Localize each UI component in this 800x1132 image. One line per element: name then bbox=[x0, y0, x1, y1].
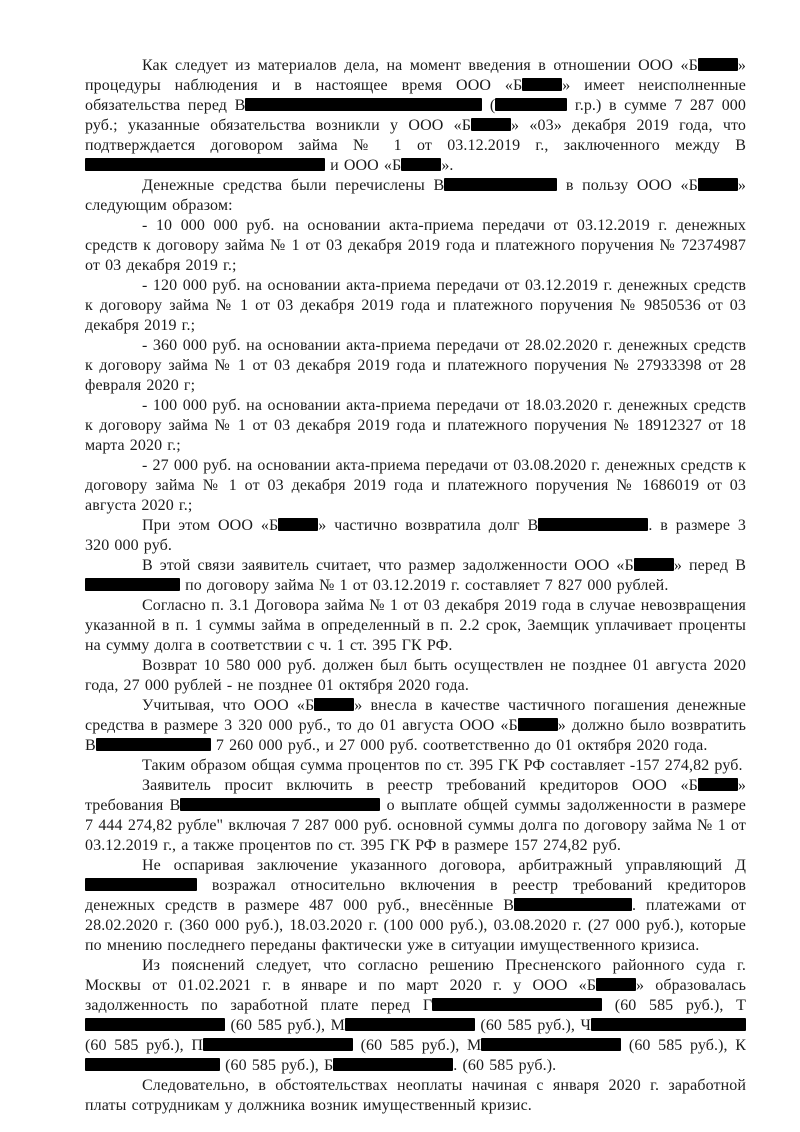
redaction-bar bbox=[85, 1018, 225, 1031]
paragraph: Не оспаривая заключение указанного договора, арбитражный управляющий Д возражал относительно включения в реестр требований кредиторов денежных средств в размере 487 000 руб., внесённые В . платежами от 28.02.2020 г. (360 000 руб.), 18.03.2020 г. (100 000 руб.), 03.08.2020 г. (27 000 руб.), которые по мнению последнего переданы фактически уже в ситуации имущественного кризиса. bbox=[85, 857, 746, 954]
redaction-bar bbox=[538, 518, 648, 531]
paragraph: - 360 000 руб. на основании акта-приема передачи от 28.02.2020 г. денежных средств к договору займа № 1 от 03 декабря 2019 года и платежного поручения № 27933398 от 28 февраля 2020 г; bbox=[85, 337, 746, 394]
paragraph: - 27 000 руб. на основании акта-приема передачи от 03.08.2020 г. денежных средств к договору займа № 1 от 03 декабря 2019 года и платежного поручения № 1686019 от 03 августа 2020 г.; bbox=[85, 457, 746, 514]
paragraph: - 10 000 000 руб. на основании акта-приема передачи от 03.12.2019 г. денежных средств к договору займа № 1 от 03 декабря 2019 года и платежного поручения № 72374987 от 03 декабря 2019 г.; bbox=[85, 217, 746, 274]
redaction-bar bbox=[698, 178, 738, 191]
paragraph: Денежные средства были перечислены В в пользу ООО «Б » следующим образом: bbox=[85, 177, 746, 214]
redaction-bar bbox=[522, 78, 562, 91]
paragraph: Учитывая, что ООО «Б » внесла в качестве частичного погашения денежные средства в размере 3 320 000 руб., то до 01 августа ООО «Б » должно было возвратить В 7 260 000 руб., и 27 000 руб. соответственно до 01 октября 2020 года. bbox=[85, 697, 746, 754]
redaction-bar bbox=[401, 158, 441, 171]
paragraph: Как следует из материалов дела, на момент введения в отношении ООО «Б » процедуры наблюдения и в настоящее время ООО «Б » имеет неисполненные обязательства перед В ( г.р.) в сумме 7 287 000 руб.; указанные обязательства возникли у ООО «Б » «03» декабря 2019 года, что подтверждается договором займа № 1 от 03.12.2019 г., заключенного между В и ООО «Б ». bbox=[85, 57, 746, 174]
redaction-bar bbox=[698, 58, 738, 71]
redaction-bar bbox=[314, 698, 354, 711]
redaction-bar bbox=[698, 778, 738, 791]
redaction-bar bbox=[245, 98, 482, 111]
redaction-bar bbox=[96, 738, 211, 751]
redaction-bar bbox=[278, 518, 318, 531]
redaction-bar bbox=[518, 718, 558, 731]
paragraph: Таким образом общая сумма процентов по ст. 395 ГК РФ составляет -157 274,82 руб. bbox=[142, 757, 743, 774]
paragraph: При этом ООО «Б » частично возвратила долг В . в размере 3 320 000 руб. bbox=[85, 517, 746, 554]
paragraph: - 120 000 руб. на основании акта-приема передачи от 03.12.2019 г. денежных средств к договору займа № 1 от 03 декабря 2019 года и платежного поручения № 9850536 от 03 декабря 2019 г.; bbox=[85, 277, 746, 334]
redaction-bar bbox=[596, 978, 636, 991]
paragraph: Возврат 10 580 000 руб. должен был быть осуществлен не позднее 01 августа 2020 года, 27 000 рублей - не позднее 01 октября 2020 года. bbox=[85, 657, 746, 694]
redaction-bar bbox=[444, 178, 557, 191]
redaction-bar bbox=[495, 98, 567, 111]
paragraph: - 100 000 руб. на основании акта-приема передачи от 18.03.2020 г. денежных средств к договору займа № 1 от 03 декабря 2019 года и платежного поручения № 18912327 от 18 марта 2020 г.; bbox=[85, 397, 746, 454]
redaction-bar bbox=[471, 118, 511, 131]
redaction-bar bbox=[634, 558, 674, 571]
redaction-bar bbox=[591, 1018, 746, 1031]
paragraph: Следовательно, в обстоятельствах неоплаты начиная с января 2020 г. заработной платы сотрудникам у должника возник имущественный кризис. bbox=[85, 1077, 746, 1114]
redaction-bar bbox=[432, 998, 602, 1011]
paragraph: Согласно п. 3.1 Договора займа № 1 от 03 декабря 2019 года в случае невозвращения указанной в п. 1 суммы займа в определенный в п. 2.2 срок, Заемщик уплачивает проценты на сумму долга в соответствии с ч. 1 ст. 395 ГК РФ. bbox=[85, 597, 746, 654]
redaction-bar bbox=[85, 1058, 220, 1071]
paragraph: Заявитель просит включить в реестр требований кредиторов ООО «Б » требования В о выплате общей суммы задолженности в размере 7 444 274,82 рубле" включая 7 287 000 руб. основной суммы долга по договору займа № 1 от 03.12.2019 г., а также процентов по ст. 395 ГК РФ в размере 157 274,82 руб. bbox=[85, 777, 747, 854]
redaction-bar bbox=[345, 1018, 475, 1031]
redaction-bar bbox=[203, 1038, 353, 1051]
redaction-bar bbox=[85, 158, 325, 171]
redaction-bar bbox=[85, 878, 197, 891]
redaction-bar bbox=[514, 898, 632, 911]
paragraph: В этой связи заявитель считает, что размер задолженности ООО «Б » перед В по договору займа № 1 от 03.12.2019 г. составляет 7 827 000 рублей. bbox=[85, 556, 746, 596]
redaction-bar bbox=[85, 578, 180, 591]
redaction-bar bbox=[333, 1058, 453, 1071]
redaction-bar bbox=[180, 798, 380, 811]
redaction-bar bbox=[481, 1038, 621, 1051]
paragraph: Из пояснений следует, что согласно решению Пресненского районного суда г. Москвы от 01.02.2021 г. в январе и по март 2020 г. у ООО «Б » образовалась задолженность по заработной плате перед Г (60 585 руб.), Т (60 585 руб.), М (60 585 руб.), Ч (60 585 руб.), П (60 585 руб.), М (60 585 руб.), К (60 585 руб.), Б . (60 585 руб.). bbox=[85, 957, 747, 1074]
document-body bbox=[85, 56, 746, 1116]
